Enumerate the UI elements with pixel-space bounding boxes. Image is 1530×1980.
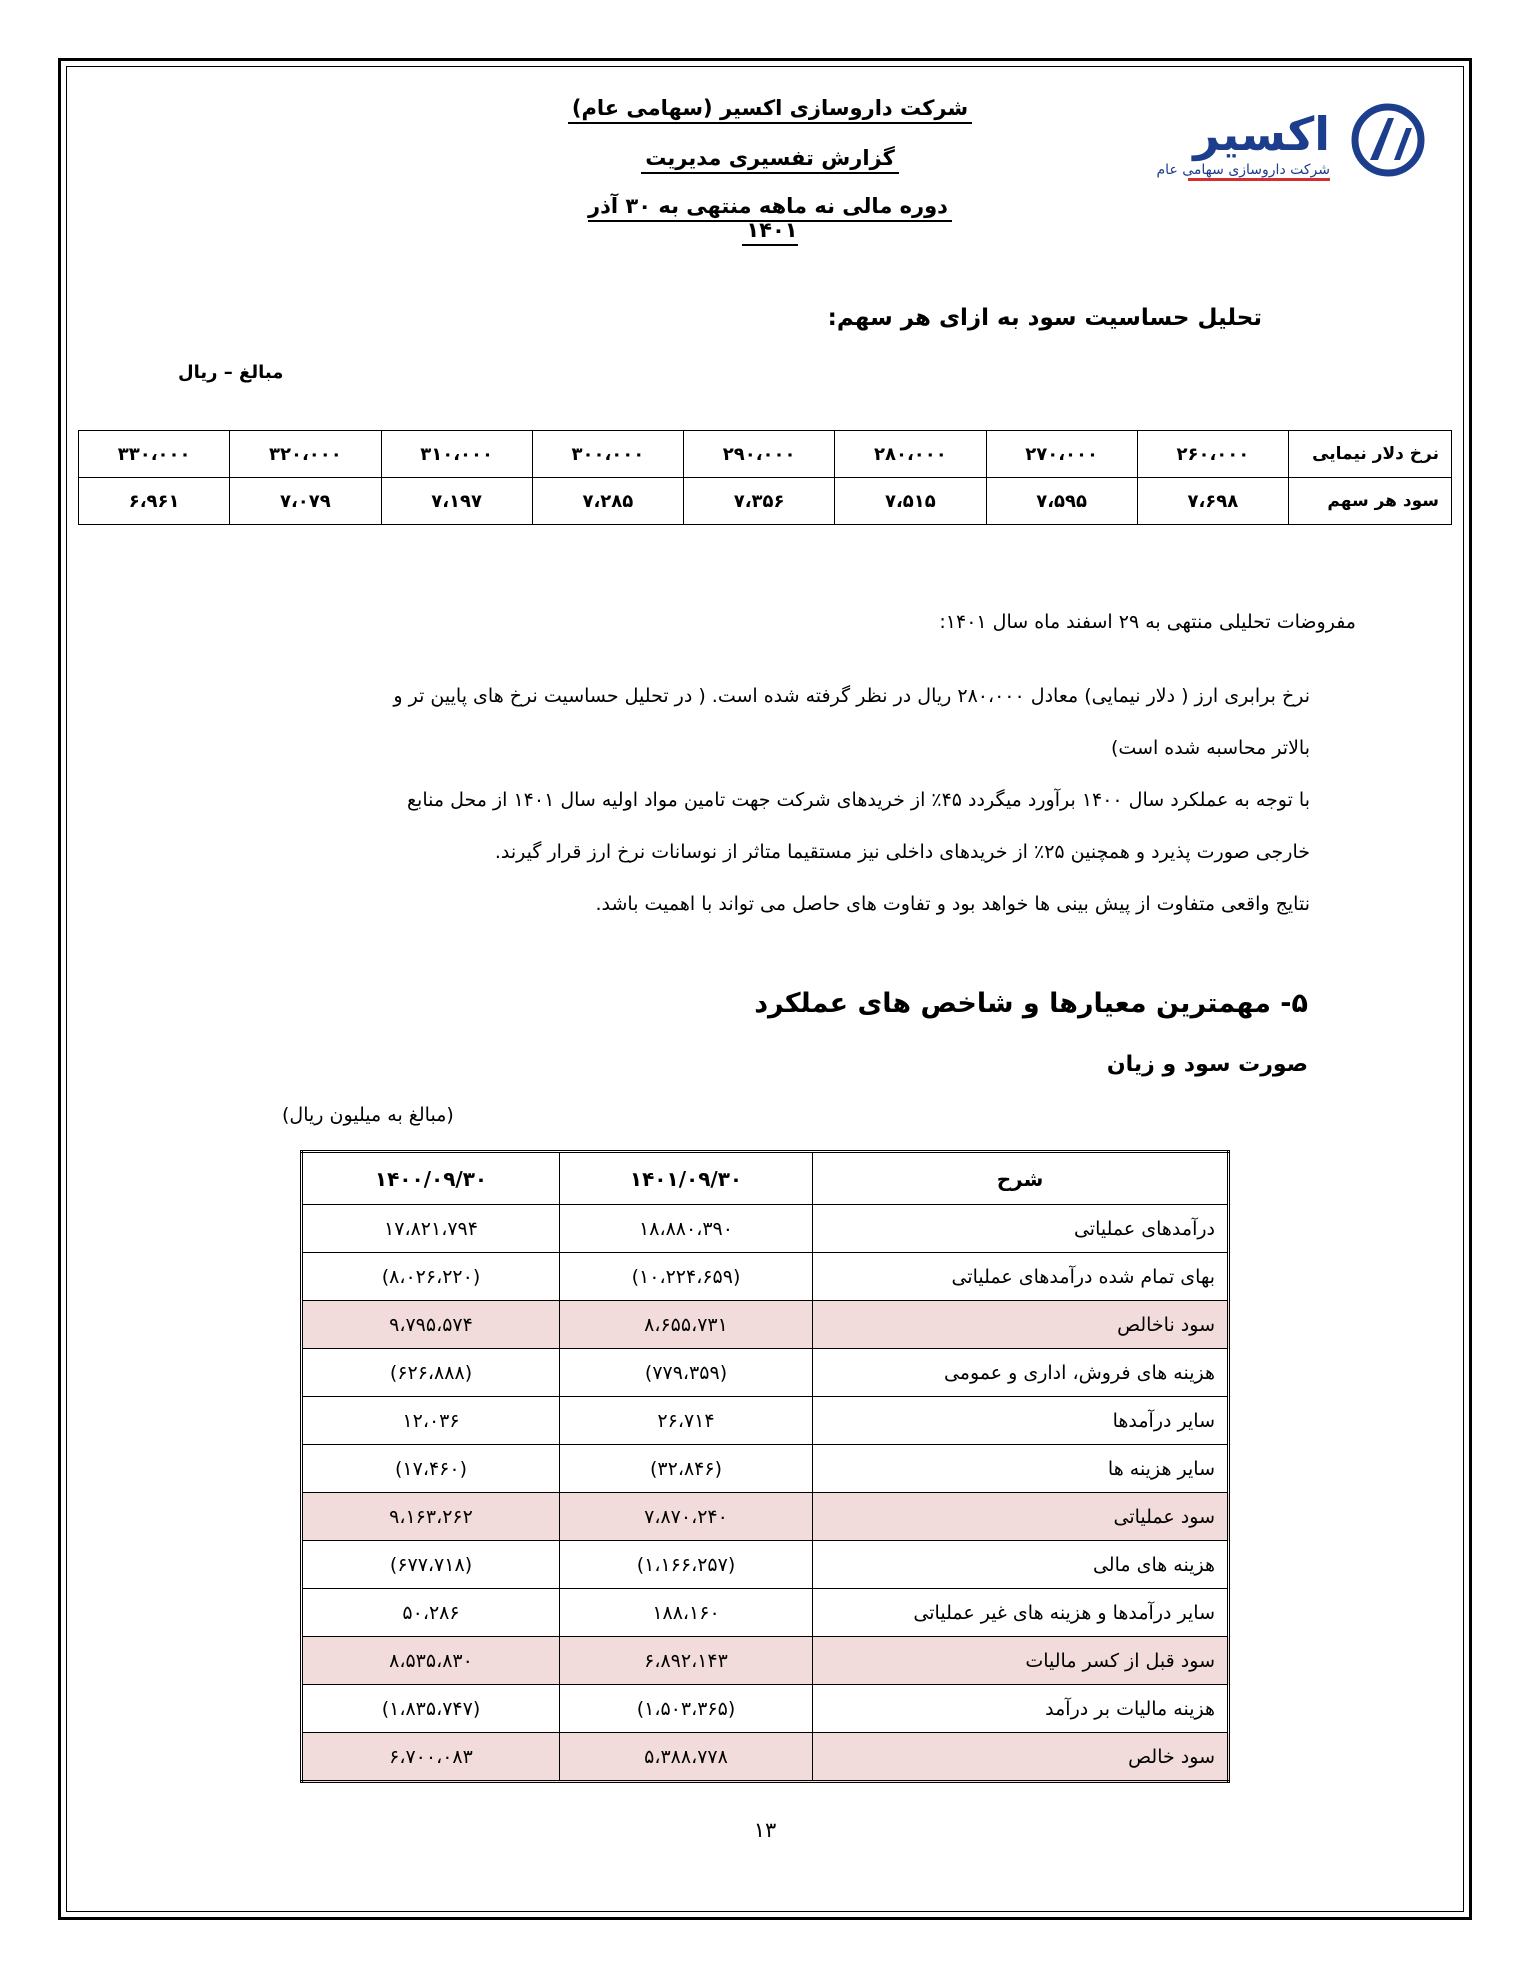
eps-cell: ۷،۳۵۶ — [684, 478, 835, 525]
value-1401: (۳۲،۸۴۶) — [560, 1445, 813, 1493]
rate-cell: ۲۶۰،۰۰۰ — [1137, 431, 1288, 478]
eps-cell: ۷،۲۸۵ — [532, 478, 683, 525]
table-row — [302, 1349, 1229, 1397]
rate-cell: ۳۲۰،۰۰۰ — [230, 431, 381, 478]
assumption-line: بالاتر محاسبه شده است) — [1111, 737, 1310, 759]
value-1401: ۱۸۸،۱۶۰ — [560, 1589, 813, 1637]
company-title: شرکت داروسازی اکسیر (سهامی عام) — [560, 96, 980, 120]
table-row — [302, 1589, 1229, 1637]
row-label: سود ناخالص — [813, 1301, 1229, 1349]
value-1401: ۵،۳۸۸،۷۷۸ — [560, 1733, 813, 1782]
eps-cell: ۷،۰۷۹ — [230, 478, 381, 525]
value-1400: ۱۷،۸۲۱،۷۹۴ — [302, 1205, 560, 1253]
eps-row-label: سود هر سهم — [1289, 478, 1452, 525]
value-1401: ۲۶،۷۱۴ — [560, 1397, 813, 1445]
section5-title: ۵- مهمترین معیارها و شاخص های عملکرد — [754, 988, 1308, 1019]
value-1400: (۱۷،۴۶۰) — [302, 1445, 560, 1493]
assumptions-heading: مفروضات تحلیلی منتهی به ۲۹ اسفند ماه سال ۱۴۰۱: — [939, 611, 1356, 633]
eps-cell: ۷،۵۱۵ — [835, 478, 986, 525]
value-1400: ۱۲،۰۳۶ — [302, 1397, 560, 1445]
table-row — [302, 1685, 1229, 1733]
table-row — [302, 1205, 1229, 1253]
eps-cell: ۶،۹۶۱ — [79, 478, 230, 525]
value-1400: ۵۰،۲۸۶ — [302, 1589, 560, 1637]
table-row — [302, 1301, 1229, 1349]
rate-cell: ۳۳۰،۰۰۰ — [79, 431, 230, 478]
exir-logo-icon — [1156, 98, 1420, 190]
table-row — [302, 1445, 1229, 1493]
value-1400: (۱،۸۳۵،۷۴۷) — [302, 1685, 560, 1733]
row-label: سود خالص — [813, 1733, 1229, 1782]
pl-unit: (مبالغ به میلیون ریال) — [282, 1104, 454, 1126]
value-1400: (۸،۰۲۶،۲۲۰) — [302, 1253, 560, 1301]
row-label: سایر هزینه ها — [813, 1445, 1229, 1493]
sensitivity-title: تحلیل حساسیت سود به ازای هر سهم: — [827, 305, 1262, 331]
rate-cell: ۳۱۰،۰۰۰ — [381, 431, 532, 478]
value-1401: ۷،۸۷۰،۲۴۰ — [560, 1493, 813, 1541]
assumption-line: نتایج واقعی متفاوت از پیش بینی ها خواهد بود و تفاوت های حاصل می تواند با اهمیت باشد. — [595, 893, 1310, 915]
value-1401: ۸،۶۵۵،۷۳۱ — [560, 1301, 813, 1349]
table-row — [302, 1253, 1229, 1301]
header-1401: ۱۴۰۱/۰۹/۳۰ — [560, 1152, 813, 1205]
row-label: هزینه های فروش، اداری و عمومی — [813, 1349, 1229, 1397]
value-1401: (۱۰،۲۲۴،۶۵۹) — [560, 1253, 813, 1301]
value-1400: ۹،۷۹۵،۵۷۴ — [302, 1301, 560, 1349]
row-label: هزینه های مالی — [813, 1541, 1229, 1589]
assumption-line: با توجه به عملکرد سال ۱۴۰۰ برآورد میگردد ۴۵٪ از خریدهای شرکت جهت تامین مواد اولیه سال ۱۴۰۱ از محل منابع — [406, 789, 1310, 811]
value-1401: (۷۷۹،۳۵۹) — [560, 1349, 813, 1397]
row-label: سود عملیاتی — [813, 1493, 1229, 1541]
rate-row-label: نرخ دلار نیمایی — [1289, 431, 1452, 478]
value-1400: (۶۷۷،۷۱۸) — [302, 1541, 560, 1589]
report-title: گزارش تفسیری مدیریت — [560, 146, 980, 170]
assumption-line: نرخ برابری ارز ( دلار نیمایی) معادل ۲۸۰،۰۰۰ ریال در نظر گرفته شده است. ( در تحلیل حساسیت نرخ های پایین تر و — [393, 685, 1310, 707]
value-1400: ۶،۷۰۰،۰۸۳ — [302, 1733, 560, 1782]
value-1400: ۸،۵۳۵،۸۳۰ — [302, 1637, 560, 1685]
value-1401: ۶،۸۹۲،۱۴۳ — [560, 1637, 813, 1685]
income-statement-table — [300, 1150, 1230, 1783]
rate-row — [79, 431, 1452, 478]
svg-text:اکسیر: اکسیر — [1193, 107, 1330, 161]
eps-cell: ۷،۱۹۷ — [381, 478, 532, 525]
row-label: هزینه مالیات بر درآمد — [813, 1685, 1229, 1733]
assumptions-body — [220, 670, 1310, 930]
sensitivity-table — [78, 430, 1452, 525]
section5-subtitle: صورت سود و زیان — [1106, 1052, 1308, 1077]
table-row — [302, 1637, 1229, 1685]
row-label: سایر درآمدها — [813, 1397, 1229, 1445]
rate-cell: ۳۰۰،۰۰۰ — [532, 431, 683, 478]
row-label: سایر درآمدها و هزینه های غیر عملیاتی — [813, 1589, 1229, 1637]
table-row — [302, 1541, 1229, 1589]
value-1400: (۶۲۶،۸۸۸) — [302, 1349, 560, 1397]
value-1401: (۱،۵۰۳،۳۶۵) — [560, 1685, 813, 1733]
table-row — [302, 1733, 1229, 1782]
page-number: ۱۳ — [753, 1818, 777, 1842]
row-label: سود قبل از کسر مالیات — [813, 1637, 1229, 1685]
value-1400: ۹،۱۶۳،۲۶۲ — [302, 1493, 560, 1541]
eps-cell: ۷،۵۹۵ — [986, 478, 1137, 525]
assumption-line: خارجی صورت پذیرد و همچنین ۲۵٪ از خریدهای داخلی نیز مستقیما متاثر از نوسانات نرخ ارز قرار گیرند. — [494, 841, 1310, 863]
sensitivity-unit: مبالغ – ریال — [178, 362, 284, 383]
value-1401: (۱،۱۶۶،۲۵۷) — [560, 1541, 813, 1589]
eps-row — [79, 478, 1452, 525]
table-row — [302, 1397, 1229, 1445]
rate-cell: ۲۸۰،۰۰۰ — [835, 431, 986, 478]
rate-cell: ۲۷۰،۰۰۰ — [986, 431, 1137, 478]
eps-cell: ۷،۶۹۸ — [1137, 478, 1288, 525]
table-row — [302, 1493, 1229, 1541]
table-header-row — [302, 1152, 1229, 1205]
rate-cell: ۲۹۰،۰۰۰ — [684, 431, 835, 478]
header-1400: ۱۴۰۰/۰۹/۳۰ — [302, 1152, 560, 1205]
row-label: بهای تمام شده درآمدهای عملیاتی — [813, 1253, 1229, 1301]
header-description: شرح — [813, 1152, 1229, 1205]
period-title: دوره مالی نه ماهه منتهی به ۳۰ آذر ۱۴۰۱ — [560, 194, 980, 242]
company-logo — [1156, 98, 1420, 190]
row-label: درآمدهای عملیاتی — [813, 1205, 1229, 1253]
value-1401: ۱۸،۸۸۰،۳۹۰ — [560, 1205, 813, 1253]
svg-text:شرکت داروسازی سهامی عام: شرکت داروسازی سهامی عام — [1156, 162, 1330, 178]
